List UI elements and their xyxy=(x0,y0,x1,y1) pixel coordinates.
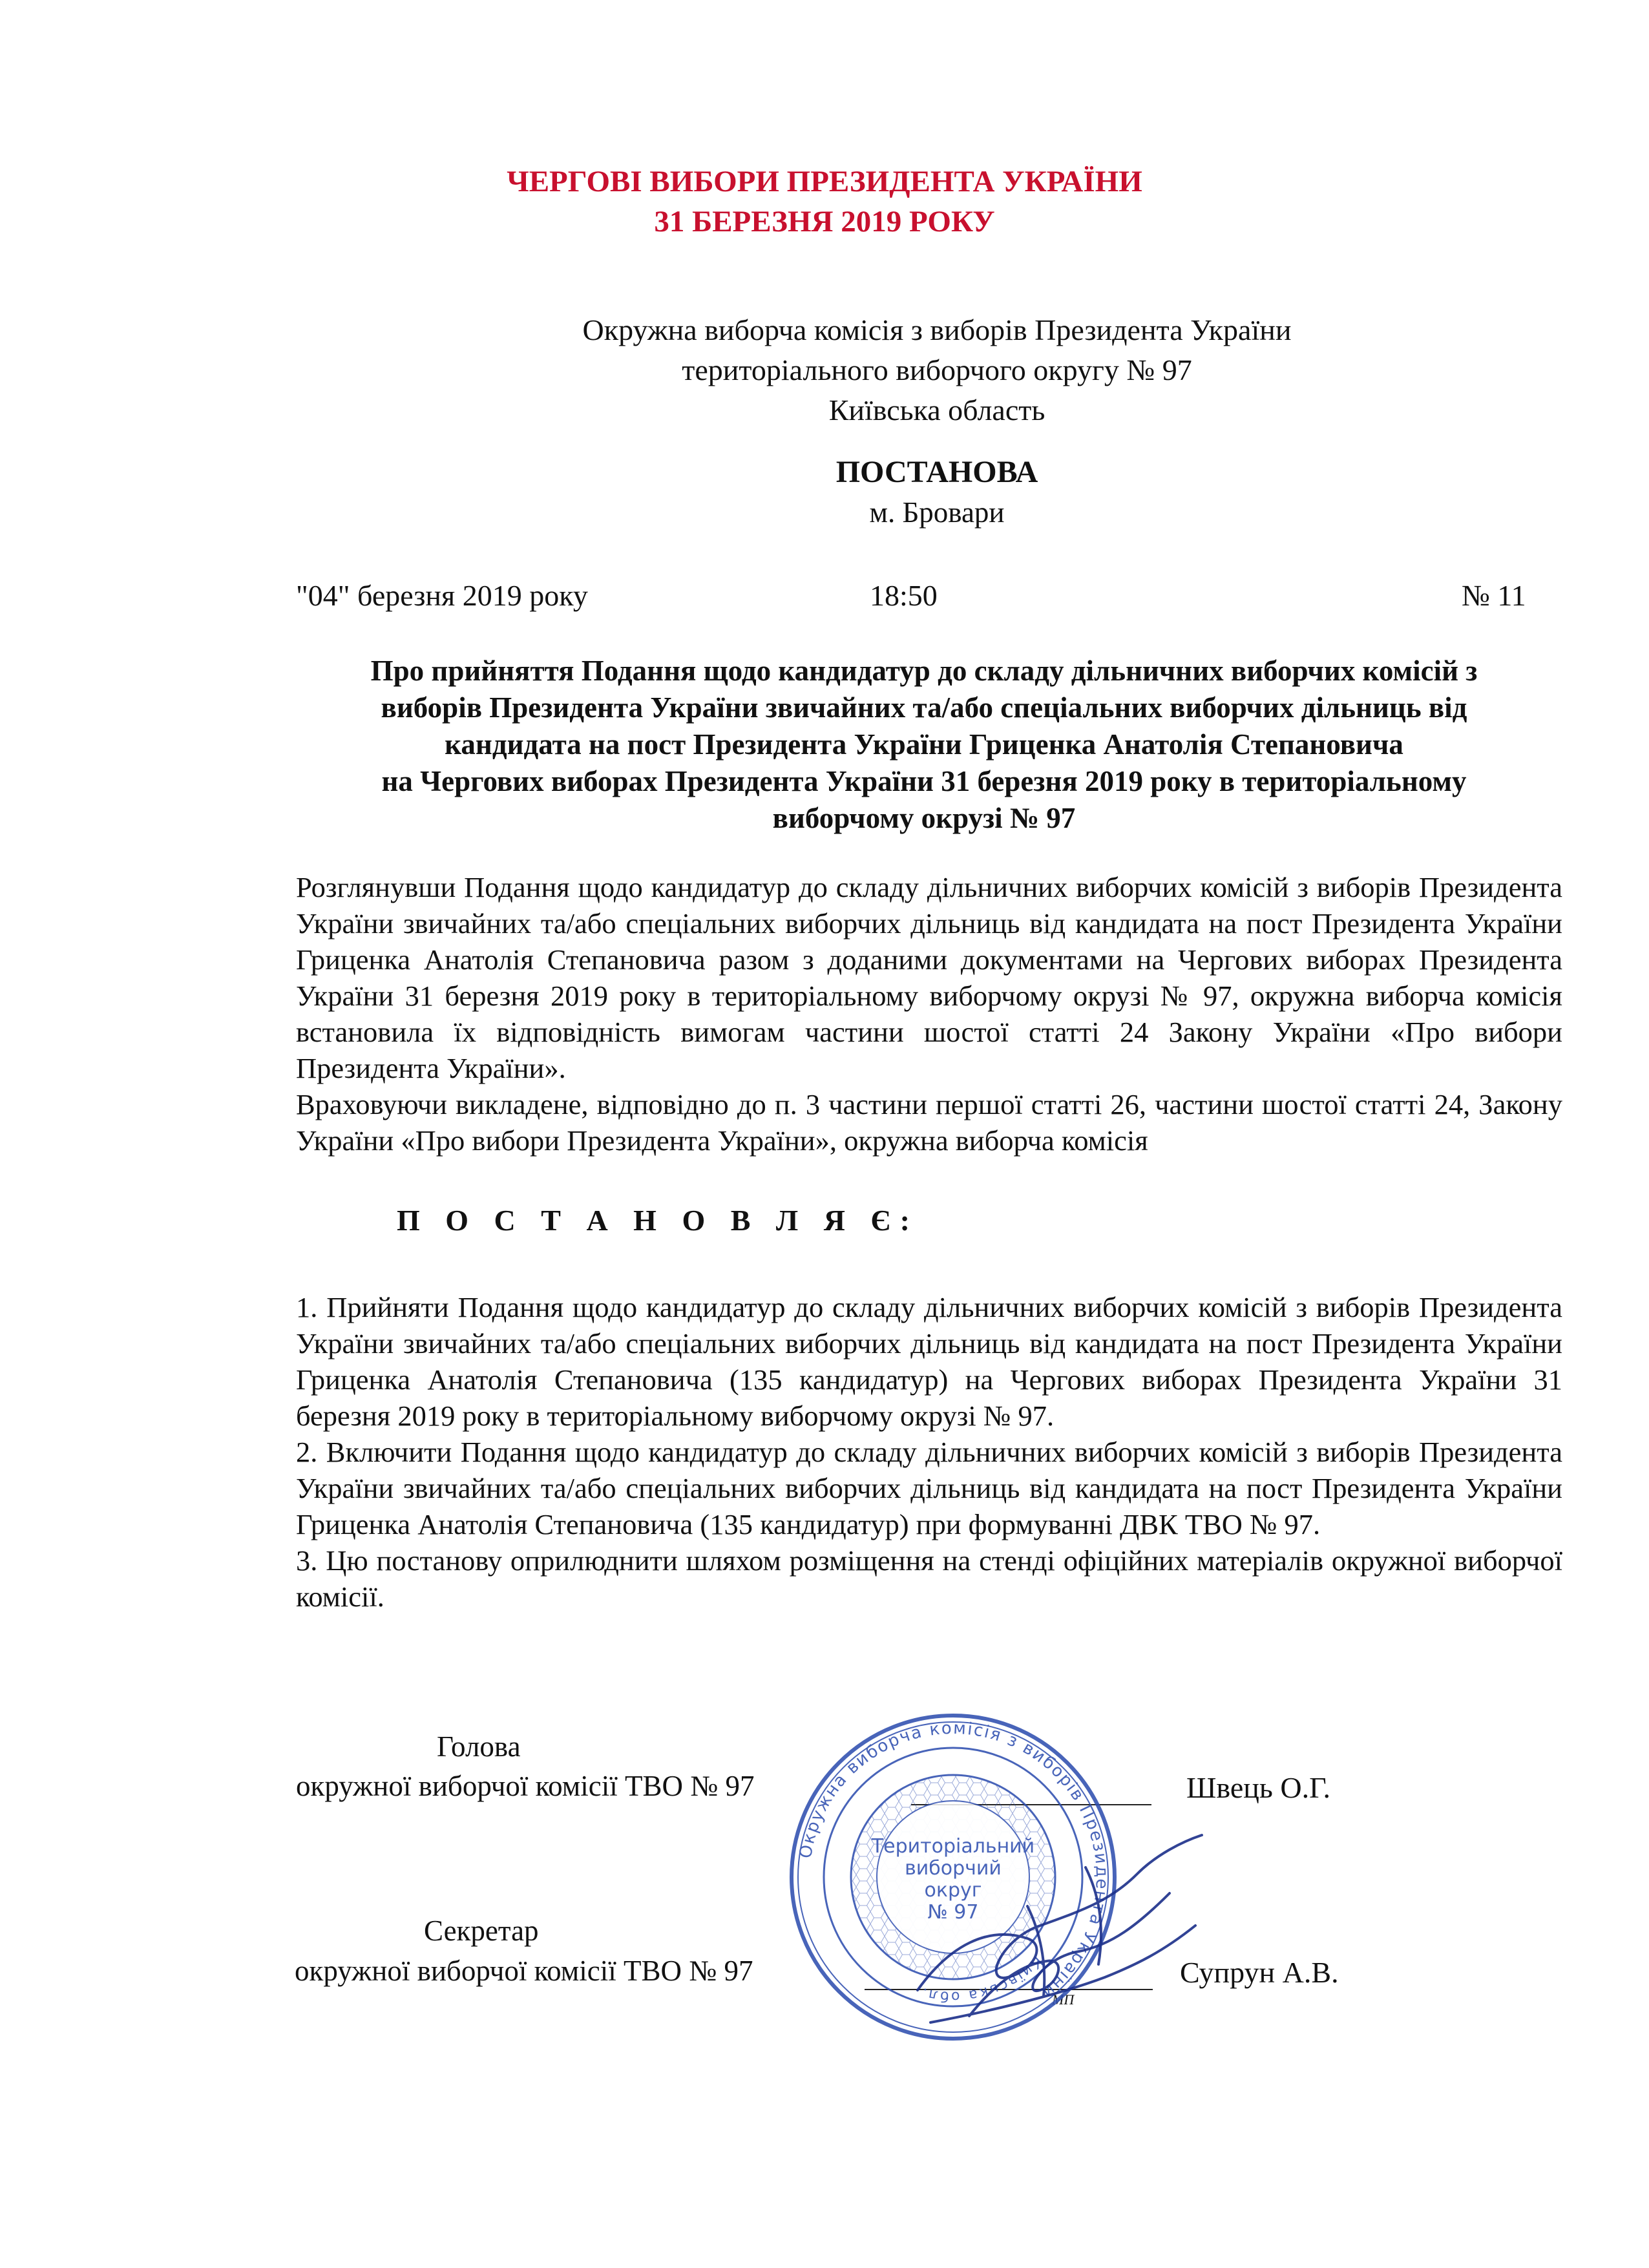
election-title-line1: ЧЕРГОВІ ВИБОРИ ПРЕЗИДЕНТА УКРАЇНИ xyxy=(507,165,1142,198)
document-time: 18:50 xyxy=(870,579,938,612)
subject-line1: Про прийняття Подання щодо кандидатур до складу дільничних виборчих комісій з xyxy=(370,655,1478,687)
mp-label: МП xyxy=(1052,1991,1075,2008)
secretary-name: Супрун А.В. xyxy=(1180,1956,1339,1989)
preamble-paragraph-1: Розглянувши Подання щодо кандидатур до складу дільничних виборчих комісій з виборів Президента України звичайних та/або спеціальних виборчих дільниць від кандидата на пост Президента України Гриценка Анатолія Степановича разом з доданими документами на Чергових виборах Президента України 31 березня 2019 року в територіальному виборчому окрузі № 97, окружна виборча комісія встановила їх відповідність вимогам частини шостої статті 24 Закону України «Про вибори Президента України». xyxy=(296,871,1562,1084)
chair-name: Швець О.Г. xyxy=(1186,1771,1330,1804)
resolution-items xyxy=(296,1289,1562,1615)
secretary-role: Секретар xyxy=(424,1915,539,1947)
stamp-inner-line2: виборчий xyxy=(905,1857,1002,1880)
stamp-inner-line4: № 97 xyxy=(927,1901,979,1924)
subject-line5: виборчому окрузі № 97 xyxy=(772,802,1076,834)
preamble xyxy=(296,869,1562,1159)
stamp-outer-text: Окружна виборча комісія з виборів Президента України xyxy=(795,1718,1112,2003)
chair-role: Голова xyxy=(437,1730,521,1763)
document-place: м. Бровари xyxy=(869,496,1005,529)
document-number: № 11 xyxy=(1462,579,1526,612)
document-type-block xyxy=(0,452,1649,532)
chair-org: окружної виборчої комісії ТВО № 97 xyxy=(296,1770,755,1802)
election-title-line2: 31 БЕРЕЗНЯ 2019 РОКУ xyxy=(654,205,995,238)
election-title xyxy=(0,162,1649,242)
stamp-inner-line3: округ xyxy=(924,1879,982,1902)
resolution-item-3: 3. Цю постанову оприлюднити шляхом розміщення на стенді офіційних матеріалів окружної виборчої комісії. xyxy=(296,1544,1562,1613)
commission-block xyxy=(0,310,1649,430)
secretary-org: окружної виборчої комісії ТВО № 97 xyxy=(295,1955,753,1987)
document-type: ПОСТАНОВА xyxy=(835,455,1038,489)
document-subject xyxy=(284,653,1564,837)
handwritten-signature-icon xyxy=(892,1829,1221,2035)
preamble-paragraph-2: Враховуючи викладене, відповідно до п. 3 частини першої статті 26, частини шостої статті 24, Закону України «Про вибори Президента України», окружна виборча комісія xyxy=(296,1088,1562,1157)
subject-line3: кандидата на пост Президента України Гриценка Анатолія Степановича xyxy=(445,728,1403,761)
resolution-item-1: 1. Прийняти Подання щодо кандидатур до складу дільничних виборчих комісій з виборів Президента України звичайних та/або спеціальних виборчих дільниць від кандидата на пост Президента України Гриценка Анатолія Степановича (135 кандидатур) на Чергових виборах Президента України 31 березня 2019 року в територіальному виборчому окрузі № 97. xyxy=(296,1291,1562,1432)
commission-line2: територіального виборчого округу № 97 xyxy=(682,353,1192,386)
commission-line1: Окружна виборча комісія з виборів Президента України xyxy=(582,313,1292,346)
subject-line4: на Чергових виборах Президента України 31 березня 2019 року в територіальному xyxy=(381,765,1467,797)
commission-line3: Київська область xyxy=(828,394,1045,426)
subject-line2: виборів Президента України звичайних та/або спеціальних виборчих дільниць від xyxy=(381,691,1467,724)
document-date: "04" березня 2019 року xyxy=(296,579,588,612)
resolve-heading: П О С Т А Н О В Л Я Є: xyxy=(397,1204,919,1237)
resolution-item-2: 2. Включити Подання щодо кандидатур до складу дільничних виборчих комісій з виборів Президента України звичайних та/або спеціальних виборчих дільниць від кандидата на пост Президента України Гриценка Анатолія Степановича (135 кандидатур) при формуванні ДВК ТВО № 97. xyxy=(296,1436,1562,1540)
stamp-inner-line1: Територіальний xyxy=(871,1835,1035,1858)
stamp-bottom-text: Київська обл. xyxy=(918,1953,1046,2005)
